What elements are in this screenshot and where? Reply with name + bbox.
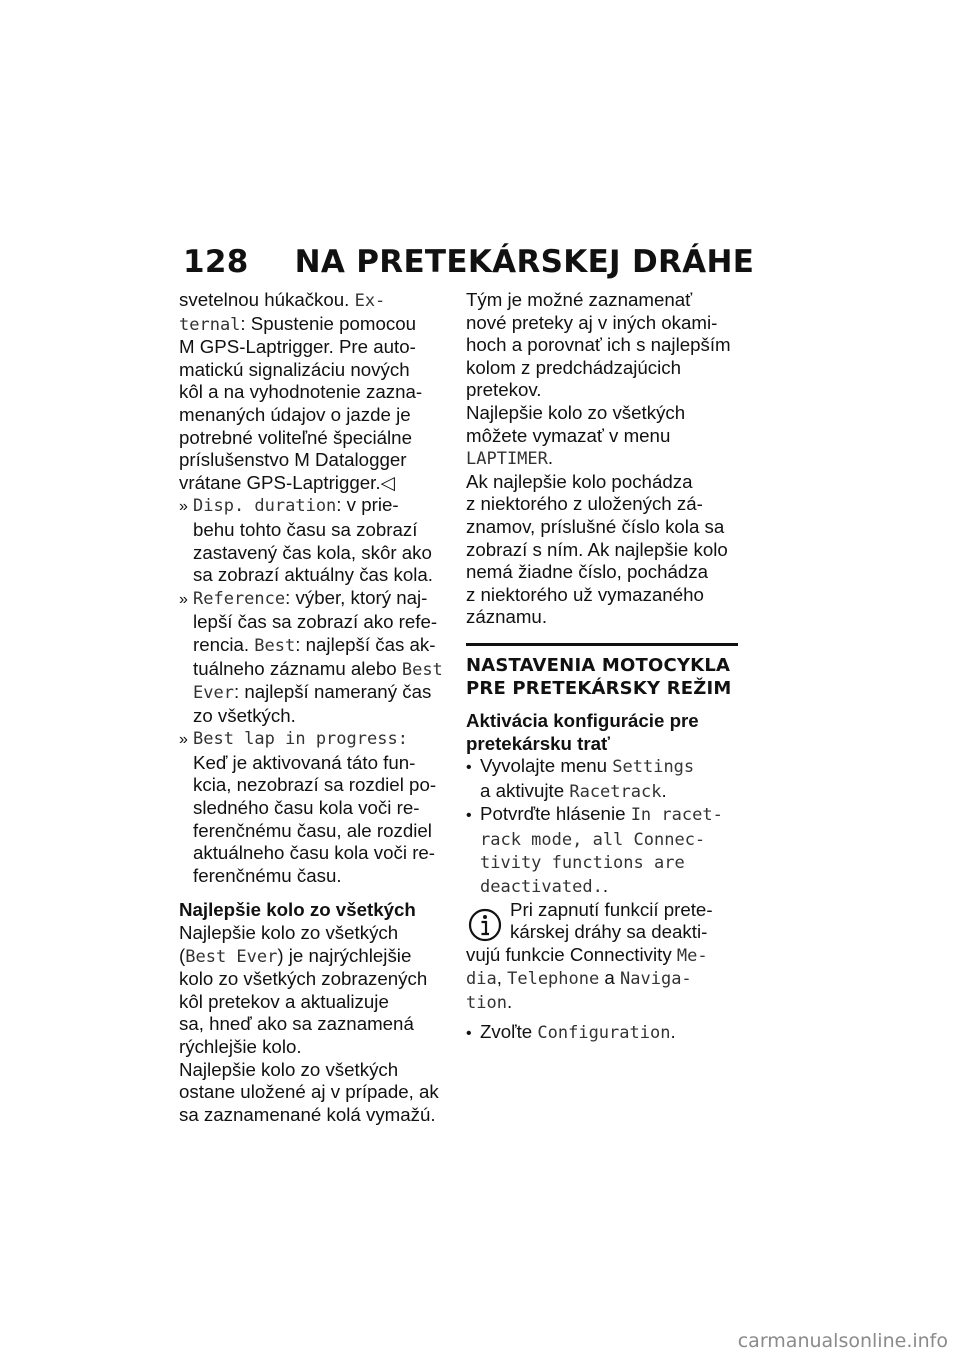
text-line [466, 851, 738, 875]
menu-term: Best Ever [185, 946, 278, 967]
text-run: kôl a na vyhodnotenie zazna- [179, 381, 423, 403]
text-line [466, 921, 738, 944]
text-line [466, 402, 738, 425]
text-run: z niektorého z uložených zá- [466, 493, 703, 515]
text-line [179, 797, 449, 820]
text-line [466, 875, 738, 899]
text-line [179, 658, 449, 682]
text-run: príslušenstvo M Datalogger [179, 449, 407, 471]
section-divider [466, 643, 738, 646]
text-line [179, 313, 449, 337]
list-item [179, 727, 449, 887]
text-line [179, 359, 449, 382]
text-line [179, 945, 449, 969]
text-line [466, 312, 738, 335]
text-run: ferenčnému času, ale rozdiel [193, 819, 432, 841]
intro-paragraph [179, 289, 449, 494]
list-item [179, 587, 449, 728]
text-line [466, 991, 738, 1015]
text-line [179, 404, 449, 427]
text-line [466, 967, 738, 991]
text-line [179, 519, 449, 542]
menu-term: Ever [193, 683, 234, 704]
text-line [179, 1059, 449, 1082]
text-run: z niektorého už vymazaného [466, 583, 704, 605]
text-line [466, 755, 738, 780]
menu-term: Configuration [537, 1022, 671, 1043]
text-run: Ak najlepšie kolo pochádza [466, 470, 693, 492]
text-line [179, 727, 449, 752]
text-line [466, 1021, 738, 1046]
text-run: kárskej dráhy sa deakti- [510, 921, 708, 943]
text-run: . [506, 991, 513, 1013]
text-run: kcia, nezobrazí sa rozdiel po- [193, 774, 437, 796]
text-line [466, 471, 738, 494]
text-run: záznamu. [466, 606, 548, 628]
text-line [466, 899, 738, 922]
menu-term: dia [466, 969, 497, 990]
text-run: . [602, 875, 609, 897]
text-run: aktuálneho času kola voči re- [193, 842, 436, 864]
text-line [179, 991, 449, 1014]
text-run: , [496, 967, 508, 989]
text-line [466, 606, 738, 629]
menu-term: Telephone [507, 969, 600, 990]
text-line [466, 780, 738, 804]
menu-term: Disp. duration [193, 496, 337, 517]
text-run: Tým je možné zaznamenať [466, 289, 693, 310]
text-run: kôl pretekov a aktualizuje [179, 990, 389, 1012]
text-run: lepší čas sa zobrazí ako refe- [193, 611, 438, 633]
subheading-line-2: pretekársku trať [466, 732, 610, 754]
text-run: kolo zo všetkých zobrazených [179, 968, 428, 990]
info-note [466, 899, 738, 1015]
text-run: Najlepšie kolo zo všetkých [466, 401, 686, 423]
page-header [183, 244, 754, 280]
menu-term: In racet- [630, 805, 723, 826]
text-run: ) je najrýchlejšie [277, 944, 412, 966]
menu-term: Best lap in progress: [193, 729, 408, 750]
text-line [179, 542, 449, 565]
text-run: sa zobrazí aktuálny čas kola. [193, 564, 433, 586]
menu-term: LAPTIMER [466, 449, 548, 470]
text-line [179, 472, 449, 495]
text-line [466, 539, 738, 562]
list-item [466, 755, 738, 803]
info-note-text [466, 899, 738, 1015]
menu-term: deactivated. [480, 877, 603, 898]
text-line [466, 944, 738, 968]
list-marker: » [179, 590, 188, 608]
menu-term: Naviga- [620, 969, 692, 990]
text-run: . [661, 779, 667, 801]
text-line [179, 820, 449, 843]
text-run: tuálneho záznamu alebo [193, 657, 402, 679]
menu-term: ternal [179, 314, 241, 335]
best-lap-paragraph [179, 922, 449, 1126]
text-run: Vyvolajte menu [480, 755, 613, 777]
text-run: pretekov. [466, 379, 542, 401]
text-run: rencia. [193, 633, 255, 655]
text-run: svetelnou húkačkou. [179, 289, 355, 310]
text-line [179, 427, 449, 450]
text-line [179, 381, 449, 404]
right-column [466, 289, 738, 1045]
text-run: Zvoľte [480, 1020, 538, 1042]
text-line [179, 842, 449, 865]
text-run: hoch a porovnať ich s najlepším [466, 334, 731, 356]
text-line [179, 774, 449, 797]
menu-term: tion [466, 993, 507, 1014]
text-run: vrátane GPS-Laptrigger.◁ [179, 471, 395, 493]
text-line [466, 828, 738, 852]
text-run: znamov, príslušné číslo kola sa [466, 515, 725, 537]
menu-term: Settings [612, 757, 695, 778]
text-run: : najlepší čas ak- [295, 633, 436, 655]
menu-term: Best [254, 635, 296, 656]
list-item [466, 803, 738, 898]
list-marker: » [179, 498, 188, 516]
page-number: 128 [183, 244, 249, 280]
list-item [179, 494, 449, 586]
text-line [179, 968, 449, 991]
text-line [179, 289, 449, 313]
text-line [179, 634, 449, 658]
text-line [466, 584, 738, 607]
text-run: kolom z predchádzajúcich [466, 356, 682, 378]
subheading-line-1: Aktivácia konfigurácie pre [466, 709, 699, 731]
section-heading-race-mode [466, 654, 738, 700]
left-column [179, 289, 449, 1126]
text-line [179, 449, 449, 472]
setting-list [179, 494, 449, 887]
text-line [466, 357, 738, 380]
watermark: carmanualsonline.info [737, 1330, 948, 1352]
text-run: sa, hneď ako sa zaznamená [179, 1013, 414, 1035]
text-run: sledného času kola voči re- [193, 797, 420, 819]
section-heading-line-2: PRE PRETEKÁRSKY REŽIM [466, 677, 732, 699]
text-run: menaných údajov o jazde je [179, 403, 411, 425]
menu-term: Me- [676, 945, 708, 966]
section-heading-best-lap: Najlepšie kolo zo všetkých [179, 899, 416, 921]
text-run: potrebné voliteľné špeciálne [179, 426, 412, 448]
text-run: matickú signalizáciu nových [179, 358, 410, 380]
text-run: zo všetkých. [193, 704, 296, 726]
text-line [466, 379, 738, 402]
text-line [466, 561, 738, 584]
text-line [179, 865, 449, 888]
menu-term: Ex- [354, 291, 386, 311]
text-line [179, 1013, 449, 1036]
text-line [179, 705, 449, 728]
text-line [466, 493, 738, 516]
text-run: sa zaznamenané kolá vymažú. [179, 1103, 436, 1125]
menu-term: Racetrack [569, 781, 662, 802]
menu-term: rack mode, all Connec- [480, 829, 706, 850]
text-line [179, 587, 449, 612]
step-list-a [466, 755, 738, 899]
text-run: a aktivujte [480, 779, 570, 801]
text-run: . [670, 1020, 676, 1042]
text-run: : výber, ktorý naj- [285, 586, 428, 608]
text-run: : v prie- [336, 494, 399, 516]
text-line [466, 425, 738, 448]
text-run: Pri zapnutí funkcií prete- [510, 898, 713, 920]
text-run: Keď je aktivovaná táto fun- [193, 751, 416, 773]
text-line [179, 922, 449, 945]
subheading-activation [466, 710, 738, 755]
section-heading-line-1: NASTAVENIA MOTOCYKLA [466, 654, 731, 676]
text-run: . [547, 447, 554, 469]
text-run: ostane uložené aj v prípade, ak [179, 1081, 439, 1103]
list-marker: • [466, 807, 472, 825]
text-line [179, 1104, 449, 1127]
text-line [179, 336, 449, 359]
text-line [466, 334, 738, 357]
text-line [179, 1036, 449, 1059]
laptimer-paragraph [466, 289, 738, 629]
text-run: a [599, 967, 621, 989]
text-run: M GPS-Laptrigger. Pre auto- [179, 336, 416, 358]
text-run: vujú funkcie Connectivity [466, 943, 677, 965]
text-line [179, 681, 449, 705]
menu-term: Reference [193, 588, 286, 609]
text-line [179, 564, 449, 587]
menu-term: tivity functions are [480, 853, 685, 874]
text-run: môžete vymazať v menu [466, 424, 671, 446]
list-marker: » [179, 731, 188, 749]
text-line [179, 494, 449, 519]
text-run: Najlepšie kolo zo všetkých [179, 922, 399, 944]
menu-term: Best [401, 659, 443, 680]
page-title: NA PRETEKÁRSKEJ DRÁHE [294, 244, 755, 280]
text-run: zastavený čas kola, skôr ako [193, 541, 432, 563]
text-run: Najlepšie kolo zo všetkých [179, 1058, 399, 1080]
text-run: rýchlejšie kolo. [179, 1036, 302, 1057]
text-run: nemá žiadne číslo, pochádza [466, 561, 709, 583]
text-run: nové preteky aj v iných okami- [466, 311, 718, 333]
list-marker: • [466, 759, 472, 777]
text-line [466, 516, 738, 539]
text-run: : Spustenie pomocou [240, 312, 416, 334]
text-run: Potvrďte hlásenie [480, 803, 631, 825]
text-run: zobrazí s ním. Ak najlepšie kolo [466, 538, 728, 560]
text-run: ferenčnému času. [193, 864, 342, 886]
list-marker: • [466, 1024, 472, 1042]
text-line [466, 289, 738, 312]
text-run: ( [179, 944, 186, 966]
list-item [466, 1021, 738, 1046]
step-list-b [466, 1021, 738, 1046]
text-line [179, 752, 449, 775]
text-line [466, 803, 738, 828]
text-line [179, 611, 449, 634]
text-line [466, 447, 738, 471]
text-run: : najlepší nameraný čas [233, 681, 432, 703]
text-run: behu tohto času sa zobrazí [193, 518, 418, 540]
info-icon [468, 905, 502, 945]
text-line [179, 1081, 449, 1104]
